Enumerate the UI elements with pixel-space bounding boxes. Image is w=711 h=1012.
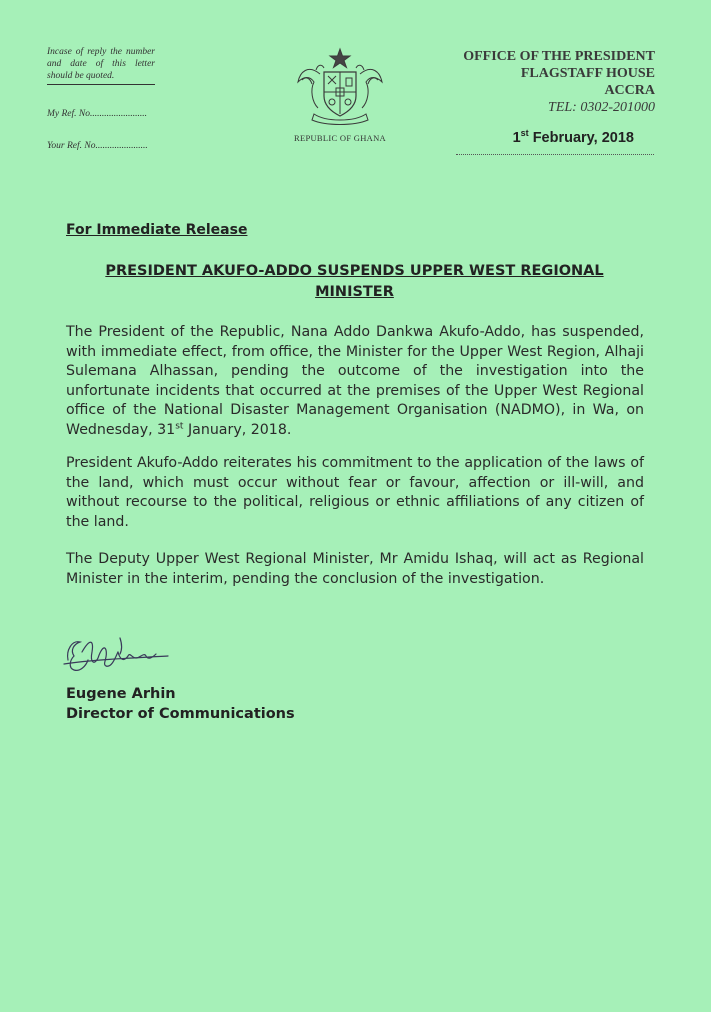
coat-of-arms-icon bbox=[290, 46, 390, 126]
headline-line-1: PRESIDENT AKUFO-ADDO SUSPENDS UPPER WEST REGIONAL bbox=[105, 263, 604, 279]
office-line-2: FLAGSTAFF HOUSE bbox=[520, 66, 655, 81]
signer-title: Director of Communications bbox=[66, 706, 295, 722]
date-rest: February, 2018 bbox=[528, 129, 634, 146]
headline-line-2: MINISTER bbox=[315, 284, 394, 300]
paragraph-1-end: January, 2018. bbox=[183, 421, 292, 438]
reference-block bbox=[47, 46, 155, 151]
signature-icon bbox=[60, 630, 170, 678]
your-ref-line: Your Ref. No...................... bbox=[47, 141, 148, 151]
office-telephone: TEL: 0302-201000 bbox=[548, 100, 655, 115]
paragraph-3: The Deputy Upper West Regional Minister, Mr Amidu Ishaq, will act as Regional Minister in the interim, pending the conclusion of the investigation. bbox=[66, 551, 644, 587]
letter-date bbox=[513, 128, 634, 146]
date-suffix: st bbox=[520, 128, 529, 138]
date-dotted-line bbox=[456, 154, 654, 155]
signer-name: Eugene Arhin bbox=[66, 686, 176, 702]
paragraph-2: President Akufo-Addo reiterates his commitment to the application of the laws of the land, which must occur without fear or favour, affection or ill-will, and without recourse to the political, religious or ethnic affiliations of any citizen of the land. bbox=[66, 455, 644, 530]
paragraph-1 bbox=[66, 323, 644, 440]
signer-block bbox=[66, 684, 295, 724]
date-day: 1 bbox=[512, 129, 521, 146]
my-ref-line: My Ref. No........................ bbox=[47, 109, 148, 119]
release-label: For Immediate Release bbox=[66, 222, 248, 238]
office-line-1: OFFICE OF THE PRESIDENT bbox=[463, 49, 655, 64]
paragraph-1-text: The President of the Republic, Nana Addo Dankwa Akufo-Addo, has suspended, with immediate effect, from office, the Minister for the Upper West Region, Alhaji Sulemana Alhassan, pending the outcome of the investigation into the unfortunate incidents that occurred at the premises of the Upper West Regional office of the National Disaster Management Organisation (NADMO), in Wa, on Wednesday, 31 bbox=[66, 324, 644, 438]
emblem-caption: REPUBLIC OF GHANA bbox=[294, 133, 386, 143]
paragraph-1-suffix: st bbox=[175, 420, 184, 431]
office-line-3: ACCRA bbox=[604, 83, 655, 98]
headline bbox=[66, 261, 643, 303]
reply-note: Incase of reply the number and date of this letter should be quoted. bbox=[47, 46, 155, 85]
office-address bbox=[463, 48, 655, 116]
